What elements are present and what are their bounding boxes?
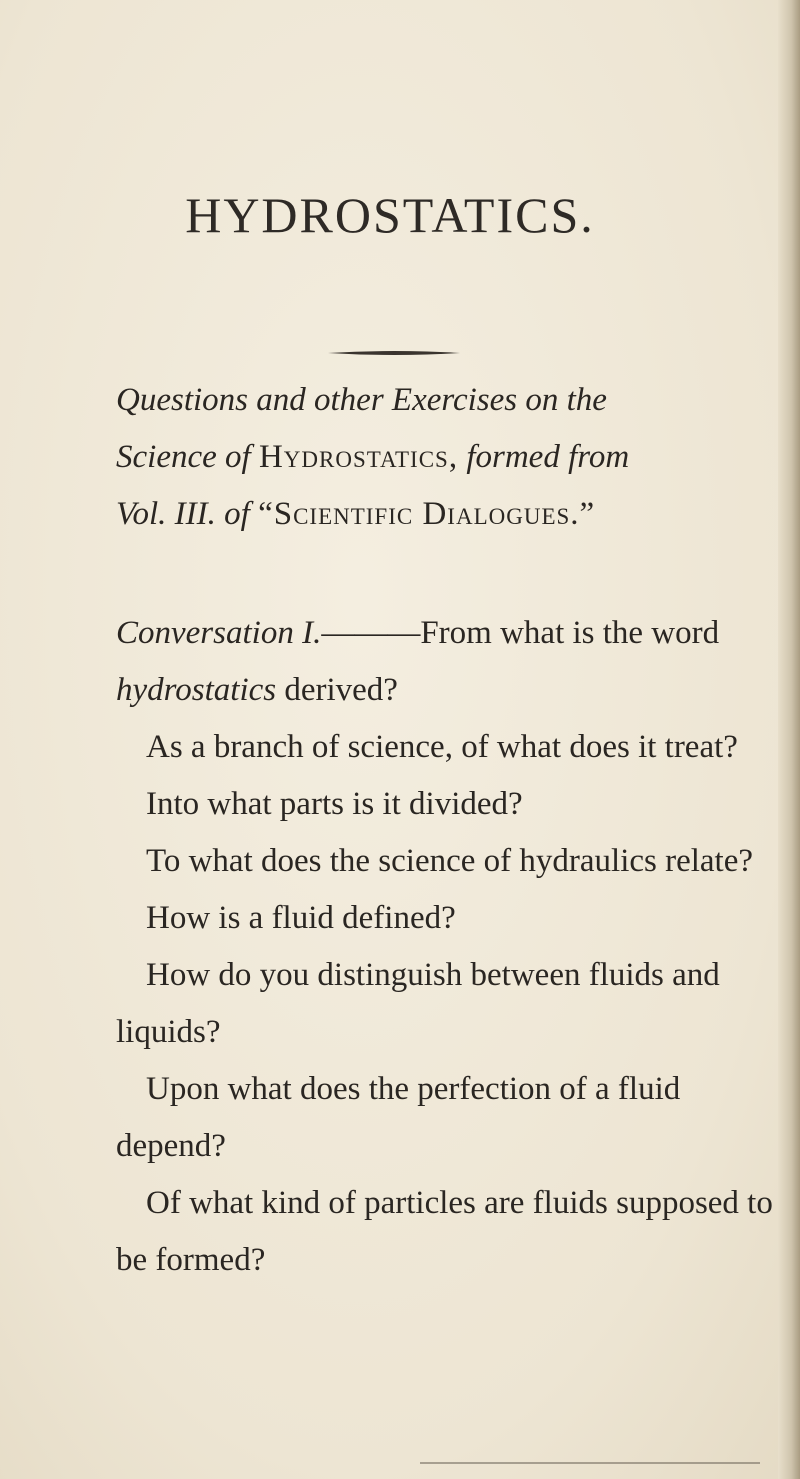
question-item: As a branch of science, of what does it treat? [146, 729, 738, 765]
question-item: How is a fluid defined? [146, 900, 456, 936]
intro-formed-from: formed from [458, 439, 630, 475]
intro-line-1-text: Questions and other Exercises on the [116, 382, 607, 418]
conversation-question [116, 605, 776, 719]
intro-line-1 [116, 372, 776, 429]
intro-hydrostatics: Hydrostatics, [258, 439, 459, 475]
intro-science-of: Science of [116, 439, 259, 475]
title-divider-ornament [328, 350, 460, 356]
question-item: Into what parts is it divided? [146, 786, 523, 822]
page-edge-shadow [778, 0, 800, 1479]
question-item: Of what kind of particles are fluids supposed to be formed? [116, 1185, 773, 1278]
conversation-dash: ——— [321, 615, 421, 651]
page-title: HYDROSTATICS. [185, 187, 595, 243]
conversation-label: Conversation I. [116, 615, 322, 651]
intro-volume: Vol. III. of [116, 496, 259, 532]
intro-line-2 [116, 429, 776, 486]
question-item: Upon what does the perfection of a fluid depend? [116, 1071, 681, 1164]
conversation-text-after: derived? [276, 672, 398, 708]
intro-heading [116, 372, 776, 543]
conversation-term: hydrostatics [116, 672, 277, 708]
question-item: How do you distinguish between fluids and liquids? [116, 957, 720, 1050]
intro-line-3 [116, 486, 776, 543]
intro-dialogues-title: “Scientific Dialogues.” [258, 496, 596, 532]
conversation-text-before: From what is the word [420, 615, 720, 651]
bottom-rule [420, 1462, 760, 1464]
questions-body [116, 605, 776, 1289]
question-item: To what does the science of hydraulics relate? [146, 843, 754, 879]
